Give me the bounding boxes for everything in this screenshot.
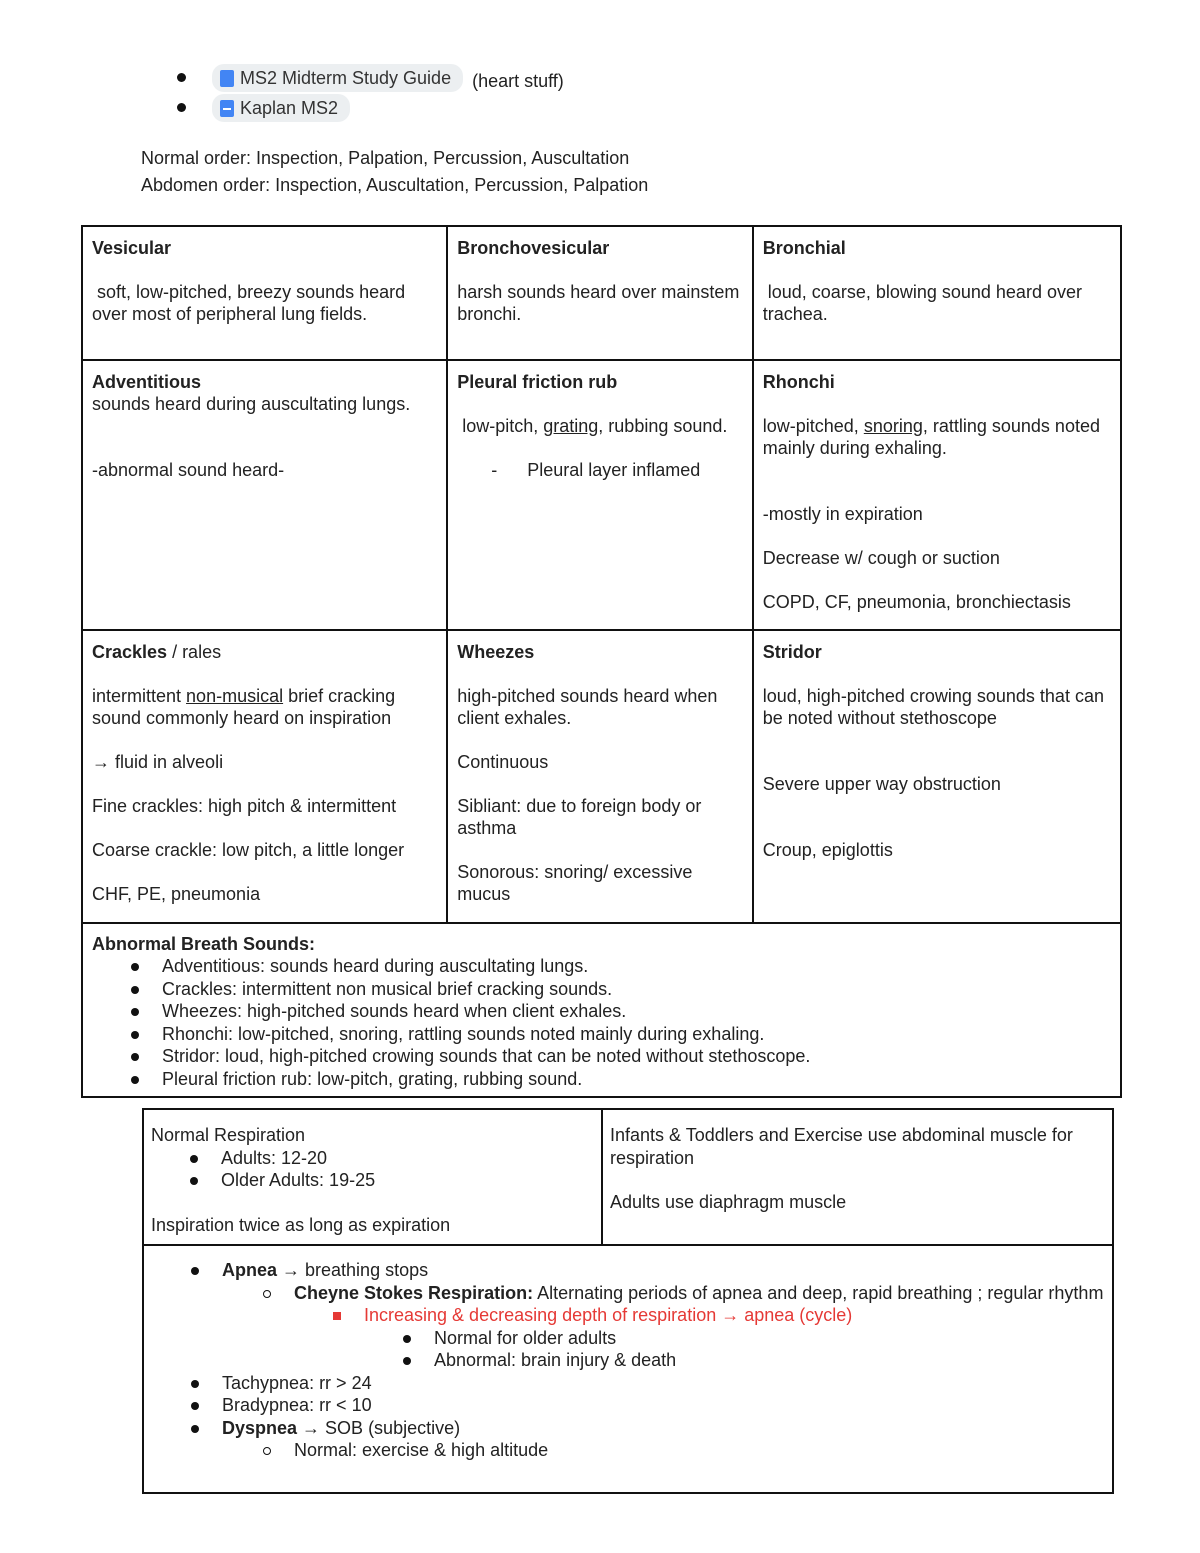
- list-item: Wheezes: high-pitched sounds heard when client exhales.: [162, 1000, 1111, 1023]
- cell-title: Crackles / rales: [92, 642, 222, 662]
- link-suffix: (heart stuff): [472, 70, 564, 91]
- breathing-patterns-box: [142, 1244, 1114, 1494]
- cell-title: Wheezes: [457, 642, 535, 662]
- bullet: [177, 73, 186, 82]
- cell-title: Adventitious: [92, 372, 202, 392]
- list-item-apnea: Apnea → breathing stops Cheyne Stokes Respiration: Alternating periods of apnea and deep, rapid breathing ; regular rhythm Increasing & decreasing depth of respiration → apnea (cycle) Normal for older adults Abnormal: brain injury & death: [222, 1260, 1104, 1370]
- bullet: [177, 103, 186, 112]
- list-item: Normal for older adults: [434, 1327, 1104, 1350]
- breath-sounds-table: [81, 225, 1122, 1098]
- cell-desc: soft, low-pitched, breezy sounds heard over most of peripheral lung fields.: [92, 282, 411, 324]
- cell-desc: harsh sounds heard over mainstem bronchi.: [457, 282, 740, 324]
- sub-list: [222, 1282, 1104, 1372]
- list-item-cheyne-stokes: Cheyne Stokes Respiration: Alternating periods of apnea and deep, rapid breathing ; regular rhythm Increasing & decreasing depth of respiration → apnea (cycle) Normal for older adults Abnormal: brain injury & death: [294, 1282, 1104, 1370]
- doc-link-kaplan[interactable]: Kaplan MS2: [212, 94, 350, 122]
- cell-line: -mostly in expiration: [762, 504, 923, 524]
- cell-wheezes: [447, 630, 753, 923]
- cell-desc: sounds heard during auscultating lungs.: [92, 394, 411, 414]
- sub-list: [222, 1439, 1104, 1462]
- link-row-1: [212, 64, 564, 92]
- cell-crackles: [82, 630, 447, 923]
- cell-line: → fluid in alveoli: [92, 752, 224, 772]
- cell-line: Continuous: [457, 752, 549, 772]
- cell-line: Adults use diaphragm muscle: [610, 1192, 847, 1212]
- sub-sub-sub-list: [364, 1327, 1104, 1372]
- normal-respiration-cell: [151, 1124, 591, 1236]
- cell-abnormal-breath-sounds: [82, 923, 1121, 1097]
- list-item: Older Adults: 19-25: [221, 1169, 591, 1192]
- rate-list: [151, 1147, 591, 1192]
- list-item: Normal: exercise & high altitude: [294, 1439, 1104, 1462]
- cell-line: Fine crackles: high pitch & intermittent: [92, 796, 397, 816]
- abdomen-order: Abdomen order: Inspection, Auscultation, Percussion, Palpation: [141, 175, 649, 195]
- cell-title: Vesicular: [92, 238, 172, 258]
- cell-line: CHF, PE, pneumonia: [92, 884, 261, 904]
- cell-title: Stridor: [762, 642, 822, 662]
- cell-line: Sonorous: snoring/ excessive mucus: [457, 862, 693, 904]
- cell-desc: high-pitched sounds heard when client exhales.: [457, 686, 718, 728]
- cell-pleural-friction-rub: [447, 360, 753, 630]
- cell-title: Pleural friction rub: [457, 372, 618, 392]
- cell-desc: loud, high-pitched crowing sounds that can be noted without stethoscope: [762, 686, 1104, 728]
- list-item-tachypnea: Tachypnea: rr > 24: [222, 1372, 1104, 1395]
- cell-vesicular: [82, 226, 447, 360]
- muscle-cell: [610, 1124, 1105, 1214]
- divider: [601, 1110, 603, 1244]
- list-item: Abnormal: brain injury & death: [434, 1349, 1104, 1372]
- cell-bronchial: [753, 226, 1121, 360]
- cell-line: COPD, CF, pneumonia, bronchiectasis: [762, 592, 1071, 612]
- google-doc-icon: [220, 100, 234, 117]
- list-item: Pleural friction rub: low-pitch, grating, rubbing sound.: [162, 1068, 1111, 1091]
- list-item-bradypnea: Bradypnea: rr < 10: [222, 1394, 1104, 1417]
- cell-line: Sibliant: due to foreign body or asthma: [457, 796, 702, 838]
- cell-rhonchi: [753, 360, 1121, 630]
- cell-desc: low-pitched, snoring, rattling sounds noted mainly during exhaling.: [762, 416, 1100, 458]
- cell-title: Rhonchi: [762, 372, 835, 392]
- cell-title: Bronchial: [762, 238, 846, 258]
- cell-line: Croup, epiglottis: [762, 840, 893, 860]
- patterns-list: [144, 1259, 1104, 1462]
- cell-line: Decrease w/ cough or suction: [762, 548, 1000, 568]
- cell-bronchovesicular: [447, 226, 753, 360]
- cell-title: Normal Respiration: [151, 1125, 306, 1145]
- abnormal-list: [92, 955, 1111, 1090]
- sub-sub-list: [294, 1304, 1104, 1372]
- patterns-content: [144, 1259, 1104, 1462]
- cell-desc: intermittent non-musical brief cracking sound commonly heard on inspiration: [92, 686, 401, 728]
- dash-item: - Pleural layer inflamed: [491, 460, 701, 480]
- list-item: Crackles: intermittent non musical brief cracking sounds.: [162, 978, 1111, 1001]
- cell-line: Coarse crackle: low pitch, a little longer: [92, 840, 405, 860]
- cell-note: -abnormal sound heard-: [92, 460, 285, 480]
- cell-stridor: [753, 630, 1121, 923]
- cell-adventitious: [82, 360, 447, 630]
- cell-desc: low-pitch, grating, rubbing sound.: [457, 416, 728, 436]
- normal-order: Normal order: Inspection, Palpation, Percussion, Auscultation: [141, 148, 630, 168]
- google-doc-icon: [220, 70, 234, 87]
- respiration-table: [142, 1108, 1114, 1246]
- doc-link-ms2-midterm[interactable]: MS2 Midterm Study Guide: [212, 64, 463, 92]
- cell-title: Abnormal Breath Sounds:: [92, 934, 316, 954]
- list-item: Stridor: loud, high-pitched crowing sounds that can be noted without stethoscope.: [162, 1045, 1111, 1068]
- cell-line: Infants & Toddlers and Exercise use abdominal muscle for respiration: [610, 1125, 1073, 1168]
- cell-line: Inspiration twice as long as expiration: [151, 1214, 451, 1235]
- cell-desc: loud, coarse, blowing sound heard over trachea.: [762, 282, 1087, 324]
- list-item-cycle: Increasing & decreasing depth of respiration → apnea (cycle) Normal for older adults Abnormal: brain injury & death: [364, 1304, 1104, 1372]
- cell-title: Bronchovesicular: [457, 238, 610, 258]
- link-row-2: [212, 94, 350, 122]
- list-item: Adults: 12-20: [221, 1147, 591, 1170]
- list-item: Rhonchi: low-pitched, snoring, rattling sounds noted mainly during exhaling.: [162, 1023, 1111, 1046]
- cell-line: Severe upper way obstruction: [762, 774, 1001, 794]
- list-item: Adventitious: sounds heard during auscultating lungs.: [162, 955, 1111, 978]
- list-item-dyspnea: Dyspnea → SOB (subjective) Normal: exercise & high altitude: [222, 1417, 1104, 1462]
